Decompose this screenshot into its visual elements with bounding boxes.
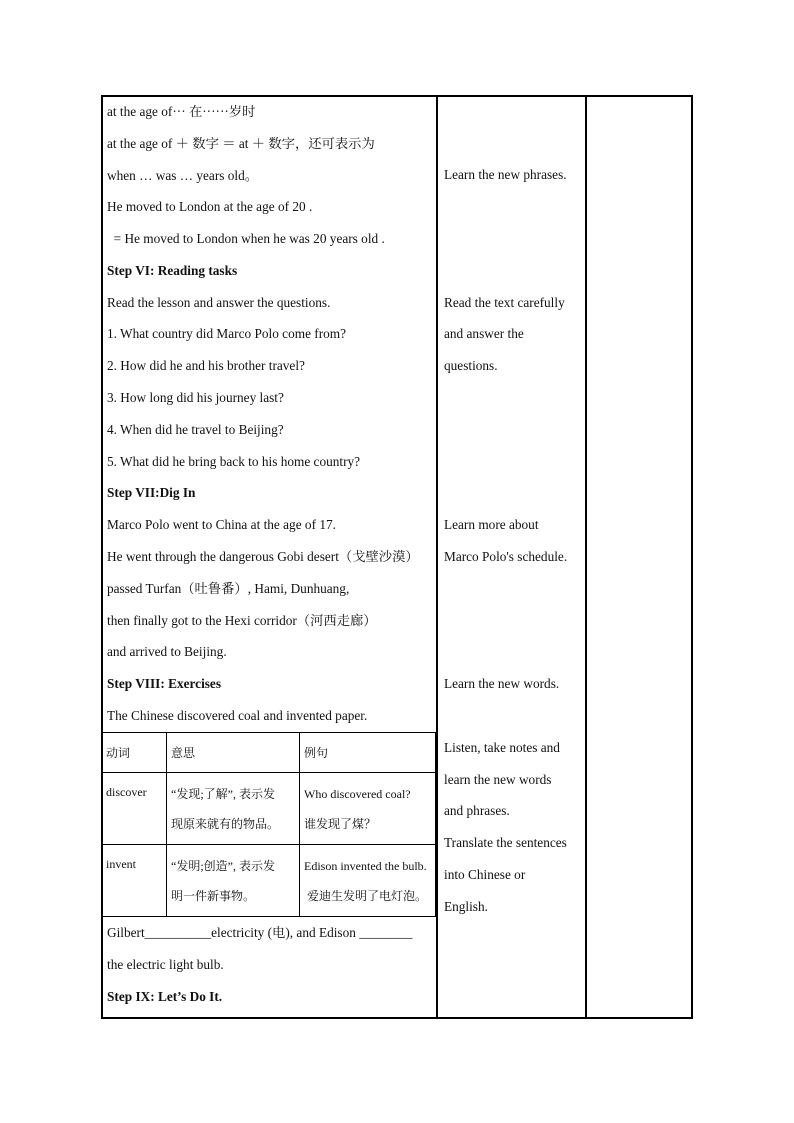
- activity-line: into Chinese or: [444, 867, 526, 882]
- example-cell: [300, 773, 436, 845]
- activity-line: Listen, take notes and: [444, 740, 560, 755]
- meaning-line: 现原来就有的物品。: [171, 816, 280, 831]
- left-line: Read the lesson and answer the questions.: [107, 295, 331, 310]
- left-line: at the age of ＋ 数字 ＝ at ＋ 数字，还可表示为: [107, 136, 375, 151]
- question-3: 3. How long did his journey last?: [107, 390, 284, 405]
- header-meaning: 意思: [167, 733, 300, 773]
- left-line: then finally got to the Hexi corridor（河西走廊）: [107, 613, 377, 628]
- left-line: Marco Polo went to China at the age of 17.: [107, 517, 336, 532]
- activity-line: English.: [444, 899, 488, 914]
- meaning-line: “发现;了解”, 表示发: [171, 786, 275, 801]
- meaning-line: “发明;创造”, 表示发: [171, 858, 275, 873]
- question-2: 2. How did he and his brother travel?: [107, 358, 305, 373]
- activity-line: Translate the sentences: [444, 835, 567, 850]
- column-divider-1: [436, 95, 438, 1019]
- example-line: 谁发现了煤？: [304, 816, 377, 831]
- step-heading-exercises: Step VIII: Exercises: [107, 676, 222, 691]
- activity-line: Marco Polo's schedule.: [444, 549, 568, 564]
- vocab-header-row: [102, 733, 436, 773]
- question-5: 5. What did he bring back to his home country?: [107, 454, 361, 469]
- activity-line: Learn more about: [444, 517, 539, 532]
- activity-line: questions.: [444, 358, 498, 373]
- left-line: He moved to London at the age of 20 .: [107, 199, 313, 214]
- activity-line: and answer the: [444, 326, 524, 341]
- activity-line: Read the text carefully: [444, 295, 565, 310]
- left-line: He went through the dangerous Gobi desert（戈壁沙漠）: [107, 549, 419, 564]
- left-line: when … was … years old。: [107, 168, 259, 183]
- example-line: Edison invented the bulb.: [304, 858, 427, 873]
- meaning-cell: [167, 773, 300, 845]
- fill-in-blank-line: Gilbert__________electricity (电), and Edison ________: [107, 925, 413, 940]
- activity-line: Learn the new words.: [444, 676, 560, 691]
- vocab-table: [101, 732, 436, 917]
- header-verb: 动词: [102, 733, 167, 773]
- question-4: 4. When did he travel to Beijing?: [107, 422, 284, 437]
- step-heading-reading: Step VI: Reading tasks: [107, 263, 238, 278]
- example-line: Who discovered coal?: [304, 786, 411, 801]
- example-cell: [300, 845, 436, 917]
- question-1: 1. What country did Marco Polo come from?: [107, 326, 347, 341]
- verb-cell: invent: [102, 845, 167, 917]
- table-row: [102, 845, 436, 917]
- left-line: the electric light bulb.: [107, 957, 224, 972]
- left-line: and arrived to Beijing.: [107, 644, 227, 659]
- column-divider-2: [585, 95, 587, 1019]
- meaning-line: 明一件新事物。: [171, 888, 256, 903]
- left-line: passed Turfan（吐鲁番）, Hami, Dunhuang,: [107, 581, 350, 596]
- left-line: = He moved to London when he was 20 years old .: [107, 231, 385, 246]
- activity-line: and phrases.: [444, 803, 510, 818]
- left-line: The Chinese discovered coal and invented paper.: [107, 708, 368, 723]
- activity-line: learn the new words: [444, 772, 552, 787]
- verb-cell: discover: [102, 773, 167, 845]
- step-heading-lets-do-it: Step IX: Let’s Do It.: [107, 989, 223, 1004]
- example-line: 爱迪生发明了电灯泡。: [304, 888, 428, 903]
- header-example: 例句: [300, 733, 436, 773]
- activity-line: Learn the new phrases.: [444, 167, 567, 182]
- table-row: [102, 773, 436, 845]
- meaning-cell: [167, 845, 300, 917]
- step-heading-dig-in: Step VII:Dig In: [107, 485, 196, 500]
- left-line: at the age of··· 在······岁时: [107, 104, 256, 119]
